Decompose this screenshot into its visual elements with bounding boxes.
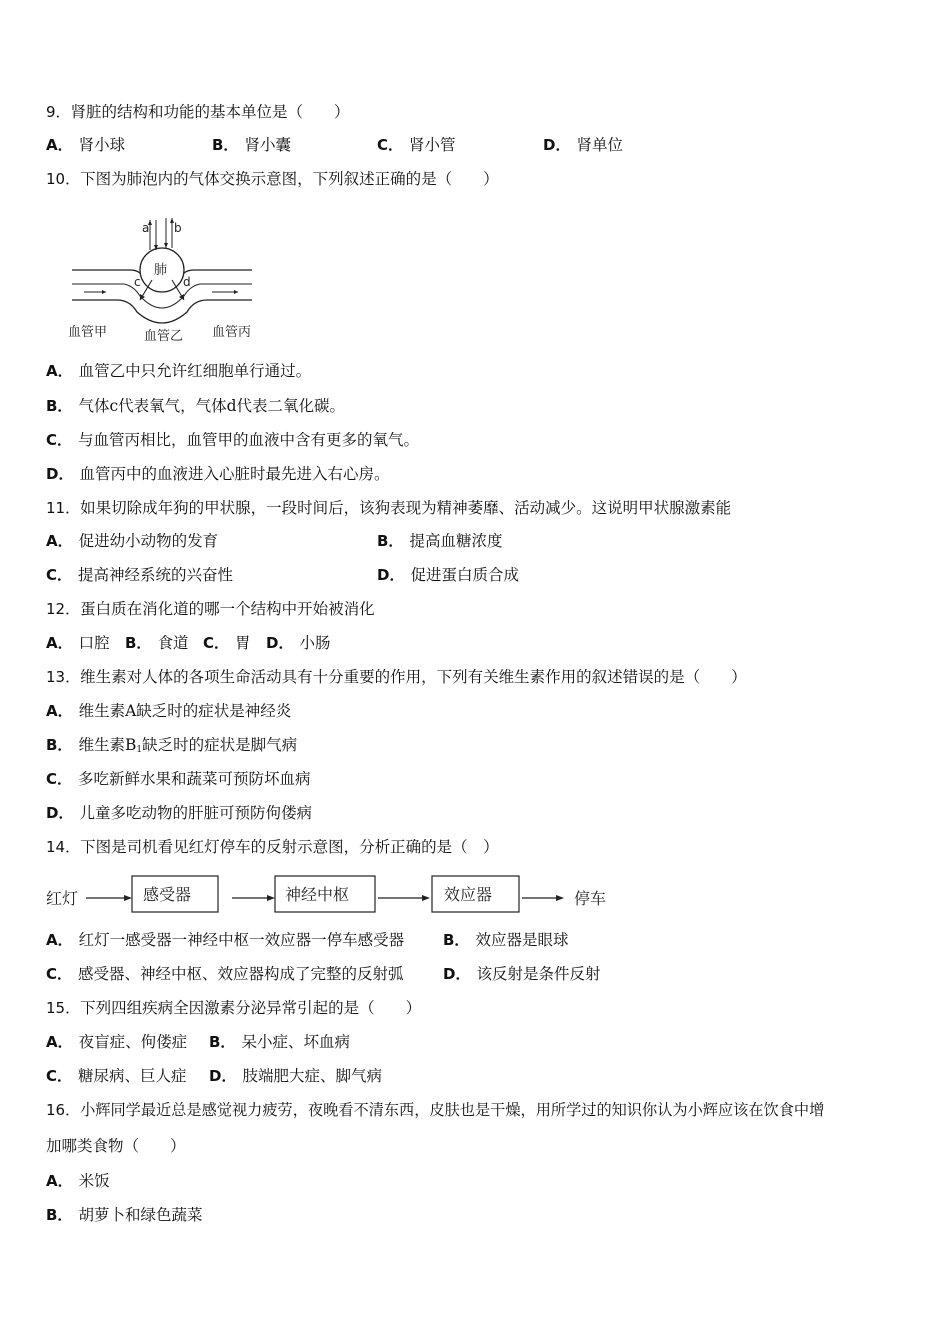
question-text: 维生素对人体的各项生命活动具有十分重要的作用，下列有关维生素作用的叙述错误的是（ ） <box>80 668 747 686</box>
question-number: 14． <box>46 838 81 856</box>
q15-option-c[interactable]: C． 糖尿病、巨人症 <box>46 1067 187 1085</box>
label-b: b <box>174 221 182 235</box>
question-text: 如果切除成年狗的甲状腺，一段时间后，该狗表现为精神萎靡、活动减少。这说明甲状腺激素能 <box>80 499 732 517</box>
question-number: 12． <box>46 600 81 618</box>
question-number: 16． <box>46 1101 81 1119</box>
label-alveolus: 肺 <box>154 263 168 278</box>
question-number: 10． <box>46 170 81 188</box>
q14-option-d[interactable]: D． 该反射是条件反射 <box>443 965 601 983</box>
label-vessel-3: 血管丙 <box>212 325 252 340</box>
q12-option-c[interactable]: C． 胃 <box>203 634 251 652</box>
question-text: 蛋白质在消化道的哪一个结构中开始被消化 <box>80 600 375 618</box>
effector-label: 效应器 <box>444 885 493 904</box>
q16-option-a[interactable]: A． 米饭 <box>46 1172 110 1190</box>
q12-option-b[interactable]: B． 食道 <box>125 634 189 652</box>
q15-stem <box>46 997 421 1019</box>
question-text: 下图为肺泡内的气体交换示意图，下列叙述正确的是（ ） <box>80 170 499 188</box>
q13-option-c[interactable]: C． 多吃新鲜水果和蔬菜可预防坏血病 <box>46 770 311 788</box>
question-number: 11． <box>46 499 81 517</box>
q9-option-c[interactable]: C． 肾小管 <box>377 136 456 154</box>
q11-option-c[interactable]: C． 提高神经系统的兴奋性 <box>46 566 234 584</box>
q12-option-a[interactable]: A． 口腔 <box>46 634 110 652</box>
q9-option-a[interactable]: A． 肾小球 <box>46 136 126 154</box>
q11-option-d[interactable]: D． 促进蛋白质合成 <box>377 566 519 584</box>
q11-option-a[interactable]: A． 促进幼小动物的发育 <box>46 532 219 550</box>
label-d: d <box>183 275 191 289</box>
alveolus-gas-exchange-diagram <box>62 208 262 346</box>
flow-start: 红灯 <box>46 889 79 908</box>
q15-option-a[interactable]: A． 夜盲症、佝偻症 <box>46 1033 188 1051</box>
q16-stem-line2: 加哪类食物（ ） <box>46 1137 186 1155</box>
question-text: 下列四组疾病全因激素分泌异常引起的是（ ） <box>80 999 422 1017</box>
question-text: 下图是司机看见红灯停车的反射示意图，分析正确的是（ ） <box>80 838 499 856</box>
question-text: 小辉同学最近总是感觉视力疲劳，夜晚看不清东西，皮肤也是干燥，用所学过的知识你认为小辉应该在饮食中增 <box>80 1101 825 1119</box>
q11-option-b[interactable]: B． 提高血糖浓度 <box>377 532 503 550</box>
q15-option-b[interactable]: B． 呆小症、坏血病 <box>209 1033 350 1051</box>
q10-option-b[interactable]: B． 气体c代表氧气，气体d代表二氧化碳。 <box>46 397 346 415</box>
label-c: c <box>134 275 141 289</box>
flow-end: 停车 <box>574 889 607 908</box>
q11-stem <box>46 497 731 519</box>
q14-option-a[interactable]: A． 红灯一感受器一神经中枢一效应器一停车感受器 <box>46 931 405 949</box>
question-number: 15． <box>46 999 81 1017</box>
q9-option-d[interactable]: D． 肾单位 <box>543 136 623 154</box>
q16-stem-line1 <box>46 1099 824 1121</box>
receptor-label: 感受器 <box>143 885 192 904</box>
q10-option-a[interactable]: A． 血管乙中只允许红细胞单行通过。 <box>46 362 312 380</box>
question-number: 9． <box>46 103 71 121</box>
q10-option-c[interactable]: C． 与血管丙相比，血管甲的血液中含有更多的氧气。 <box>46 431 420 449</box>
label-vessel-1: 血管甲 <box>68 325 108 340</box>
q12-stem <box>46 598 375 620</box>
question-number: 13． <box>46 668 81 686</box>
q14-option-c[interactable]: C． 感受器、神经中枢、效应器构成了完整的反射弧 <box>46 965 404 983</box>
q9-stem <box>46 101 350 123</box>
q9-option-b[interactable]: B． 肾小囊 <box>212 136 291 154</box>
q13-option-b[interactable]: B． 维生素$B_1$缺乏时的症状是脚气病 <box>46 736 298 755</box>
q14-stem <box>46 836 499 858</box>
q10-stem <box>46 168 499 190</box>
q16-option-b[interactable]: B． 胡萝卜和绿色蔬菜 <box>46 1206 203 1224</box>
q13-option-d[interactable]: D． 儿童多吃动物的肝脏可预防佝偻病 <box>46 804 312 822</box>
label-vessel-2: 血管乙 <box>144 329 184 344</box>
q13-stem <box>46 666 747 688</box>
nerve-center-label: 神经中枢 <box>285 885 350 904</box>
question-text: 肾脏的结构和功能的基本单位是（ ） <box>70 103 350 121</box>
reflex-flow-diagram <box>44 870 624 918</box>
label-a: a <box>142 221 150 235</box>
q14-option-b[interactable]: B． 效应器是眼球 <box>443 931 569 949</box>
q12-option-d[interactable]: D． 小肠 <box>266 634 331 652</box>
q15-option-d[interactable]: D． 肢端肥大症、脚气病 <box>209 1067 382 1085</box>
q10-option-d[interactable]: D． 血管丙中的血液进入心脏时最先进入右心房。 <box>46 465 390 483</box>
q13-option-a[interactable]: A． 维生素A缺乏时的症状是神经炎 <box>46 702 292 720</box>
